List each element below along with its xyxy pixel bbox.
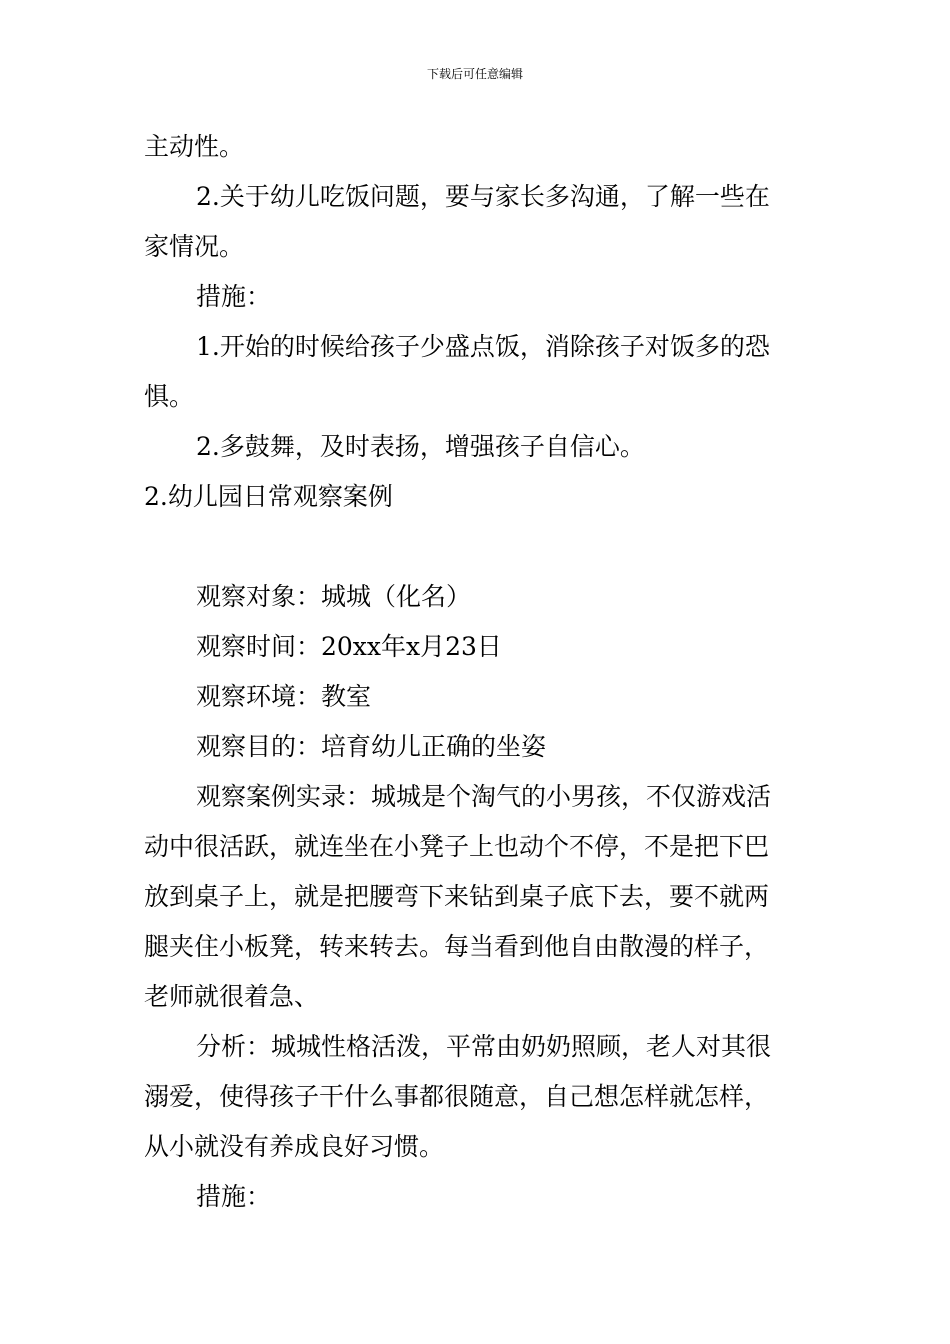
text-line: 分析：城城性格活泼，平常由奶奶照顾，老人对其很 xyxy=(196,1032,772,1061)
text-line: 措施： xyxy=(196,282,272,311)
text-line: 老师就很着急、 xyxy=(144,982,320,1011)
text-line: 措施： xyxy=(196,1182,272,1211)
text-line: 2.多鼓舞，及时表扬，增强孩子自信心。 xyxy=(196,432,645,461)
text-line: 1.开始的时候给孩子少盛点饭，消除孩子对饭多的恐 xyxy=(196,332,770,361)
text-line: 观察环境：教室 xyxy=(196,682,372,711)
text-line: 惧。 xyxy=(144,382,195,411)
text-line: 放到桌子上，就是把腰弯下来钻到桌子底下去，要不就两 xyxy=(144,882,770,911)
text-line: 腿夹住小板凳，转来转去。每当看到他自由散漫的样子， xyxy=(144,932,770,961)
text-line: 家情况。 xyxy=(144,232,245,261)
blank-line xyxy=(144,522,809,572)
text-line: 观察目的：培育幼儿正确的坐姿 xyxy=(196,732,547,761)
text-line: 观察时间：20xx年x月23日 xyxy=(196,632,502,661)
text-line: 观察案例实录：城城是个淘气的小男孩，不仅游戏活 xyxy=(196,782,772,811)
section-heading: 2.幼儿园日常观察案例 xyxy=(144,482,393,511)
text-line: 从小就没有养成良好习惯。 xyxy=(144,1132,445,1161)
header-note: 下载后可任意编辑 xyxy=(426,67,523,81)
text-line: 溺爱，使得孩子干什么事都很随意，自己想怎样就怎样， xyxy=(144,1082,770,1111)
document-body xyxy=(144,122,809,1222)
text-line: 2.关于幼儿吃饭问题，要与家长多沟通，了解一些在 xyxy=(196,182,770,211)
text-line: 观察对象：城城（化名） xyxy=(196,582,472,611)
text-line: 主动性。 xyxy=(144,132,245,161)
text-line: 动中很活跃，就连坐在小凳子上也动个不停，不是把下巴 xyxy=(144,832,770,861)
